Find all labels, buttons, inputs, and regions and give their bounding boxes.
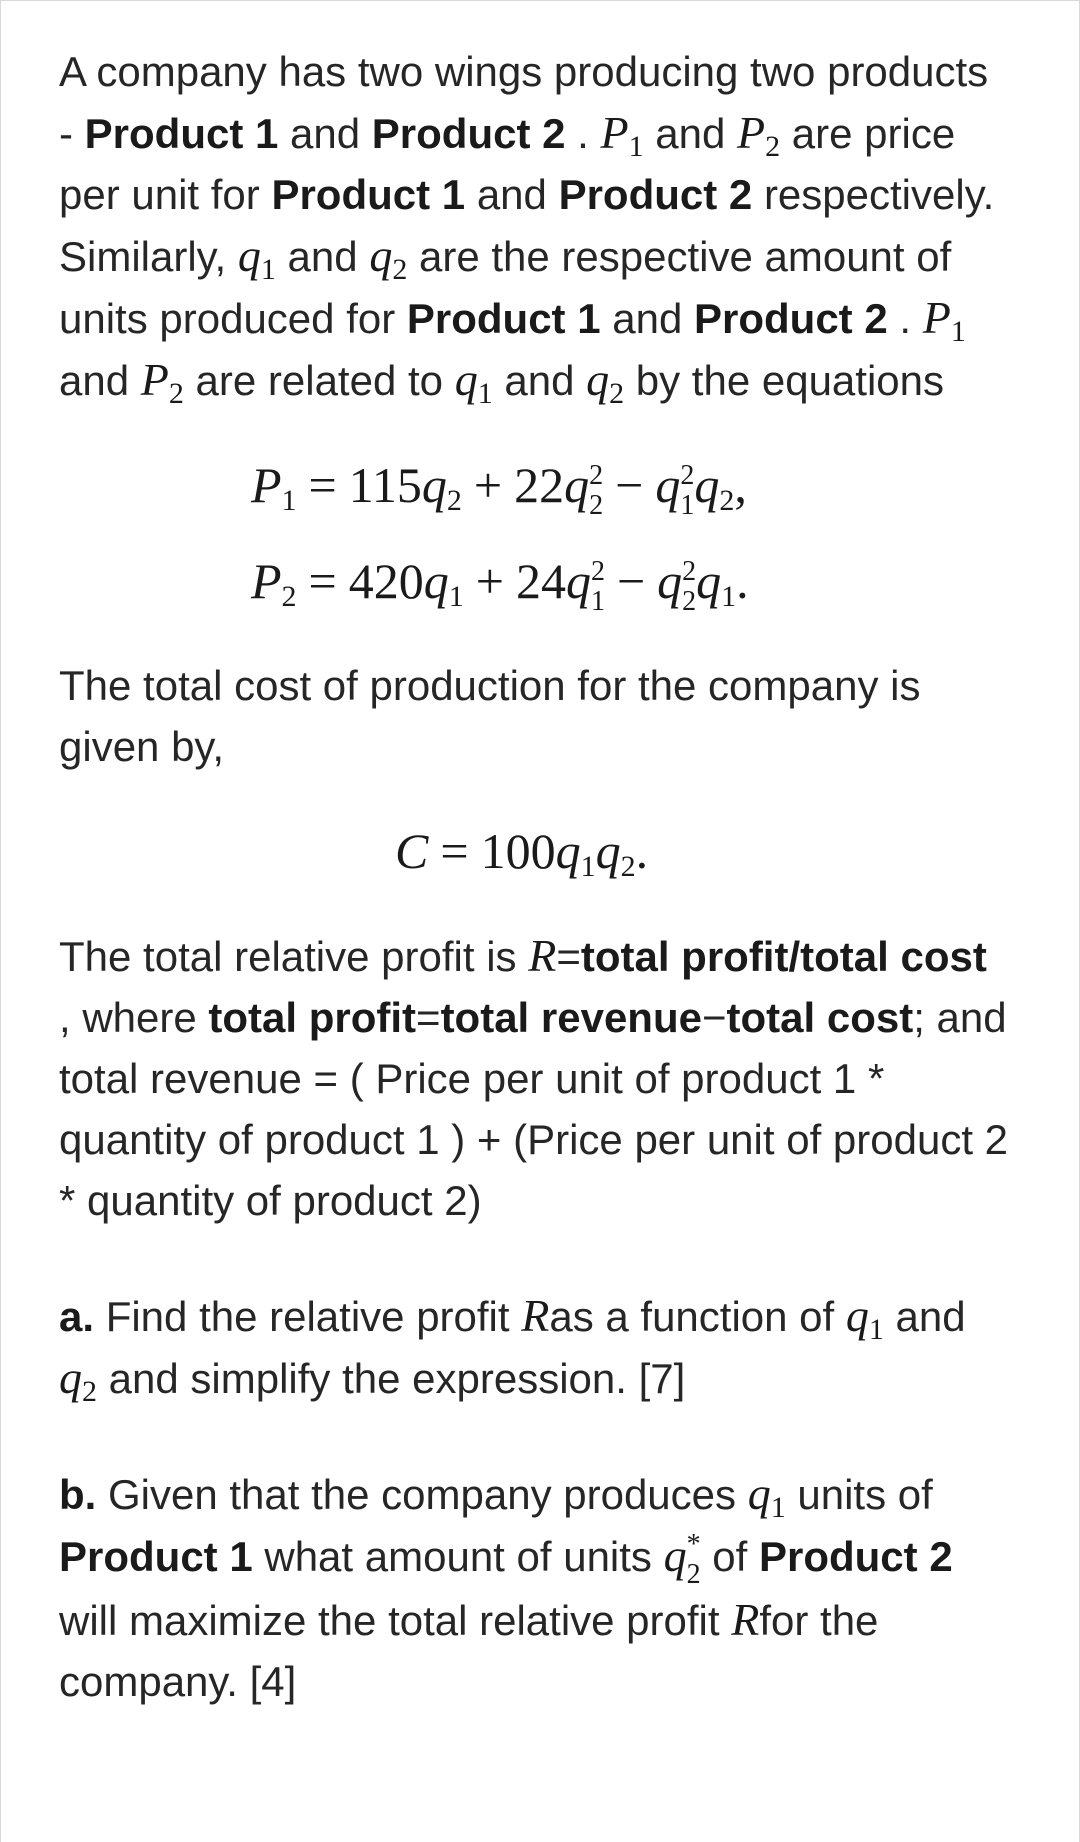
and-text: and (278, 110, 372, 157)
math-p2: $P_2$ (737, 107, 781, 163)
and-text: and (59, 357, 141, 404)
math-q2-star: q * 2 (663, 1529, 701, 1591)
part-b (59, 1463, 1009, 1712)
product-1-label: Product 1 (84, 110, 279, 157)
intro-text: A company has two wings producing two products - (59, 48, 989, 157)
product-2-label: Product 2 (558, 171, 753, 218)
and-text: and (600, 295, 694, 342)
total-revenue-label: total revenue (440, 994, 702, 1041)
math-q1: $q_1$ (747, 1468, 786, 1524)
intro-text: are related to (183, 357, 455, 404)
product-1-label: Product 1 (271, 171, 466, 218)
and-text: and (643, 110, 738, 157)
part-b-text: units of (785, 1471, 933, 1518)
math-q2: $q_2$ (586, 354, 625, 410)
intro-text: respectively. Similarly, (59, 171, 995, 280)
total-profit-label: total profit (208, 994, 417, 1041)
product-1-label: Product 1 (59, 1533, 253, 1580)
separator-text: . (565, 110, 601, 157)
part-b-text: will maximize the total relative profit (59, 1597, 732, 1645)
math-r: R (521, 1290, 550, 1341)
separator-text: . (887, 295, 923, 342)
profit-text: ; and total revenue = ( Price per unit of product 1 * quantity of product 1 ) + (Price per unit of product 2 * quantity of product 2) (59, 994, 1009, 1224)
intro-text: are the respective amount of units produced for (59, 233, 952, 342)
math-r: R (731, 1594, 760, 1646)
math-q2: $q_2$ (369, 230, 408, 286)
relative-profit-definition: total profit/total cost (580, 933, 987, 980)
part-a (59, 1285, 1009, 1409)
math-p1: $P_1$ (922, 292, 966, 348)
total-cost-label: total cost (726, 994, 914, 1041)
part-a-text: and simplify the expression. [7] (97, 1355, 686, 1402)
part-b-text: Given that the company produces (96, 1471, 748, 1518)
part-b-label: b. (59, 1471, 97, 1518)
product-2-label: Product 2 (694, 295, 888, 342)
profit-text: , where (59, 994, 209, 1041)
cost-paragraph: The total cost of production for the company is given by, (59, 662, 921, 770)
equation-p1: $P_1 = 115q_2 + 22q$ 2 2 − q 2 1 $q_2$, (251, 457, 747, 521)
part-b-text: of (700, 1533, 759, 1580)
equation-cost: $C = 100q_1q_2$. (395, 823, 649, 883)
math-p1: $P_1$ (600, 107, 644, 163)
intro-paragraph (59, 41, 1009, 411)
equals-sign: = (416, 994, 441, 1041)
part-b-text: for the company. [4] (59, 1597, 879, 1706)
part-a-text: as a function of (549, 1293, 846, 1340)
math-p2: $P_2$ (140, 354, 184, 410)
product-1-label: Product 1 (406, 295, 601, 342)
and-text: and (883, 1293, 966, 1340)
profit-paragraph (59, 925, 1009, 1231)
product-2-label: Product 2 (371, 110, 566, 157)
equals-sign: = (556, 933, 581, 980)
math-r: R (528, 930, 557, 981)
problem-statement (1, 1, 1079, 1712)
and-text: and (492, 357, 587, 404)
and-text: and (275, 233, 370, 280)
product-2-label: Product 2 (758, 1533, 953, 1580)
intro-text: are price per unit for (59, 110, 956, 218)
intro-text: by the equations (624, 357, 945, 404)
math-q1: $q_1$ (454, 354, 493, 410)
math-q1: $q_1$ (845, 1290, 884, 1346)
part-a-text: Find the relative profit (94, 1293, 522, 1340)
math-q2: $q_2$ (59, 1352, 97, 1408)
part-a-label: a. (59, 1293, 95, 1340)
profit-text: The total relative profit is (59, 933, 529, 980)
and-text: and (465, 171, 559, 218)
math-q1: $q_1$ (237, 230, 276, 286)
part-b-text: what amount of units (252, 1533, 664, 1580)
equation-p2: $P_2 = 420q_1 + 24q$ 2 1 − q 2 2 $q_1$. (251, 553, 749, 617)
minus-sign: − (701, 994, 727, 1041)
